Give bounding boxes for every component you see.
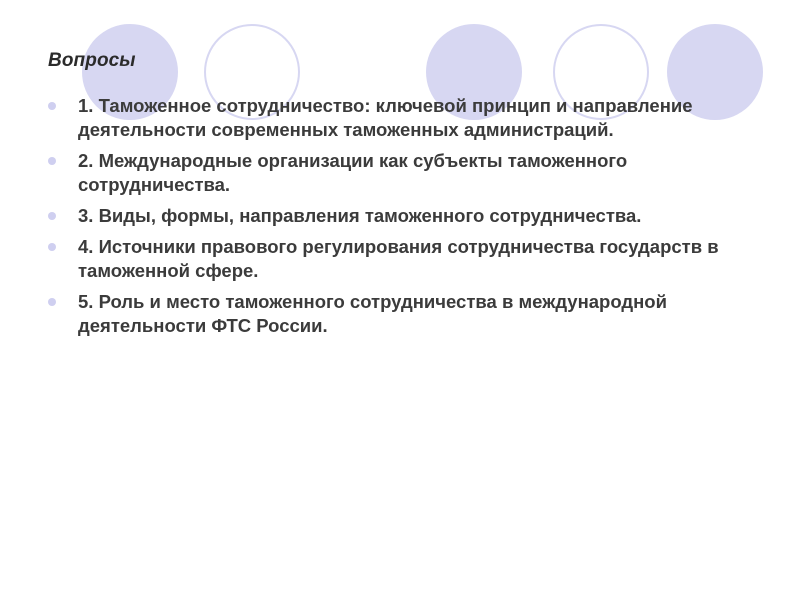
bullet-icon bbox=[48, 157, 56, 165]
list-item bbox=[48, 235, 728, 283]
list-item-text: 3. Виды, формы, направления таможенного сотрудничества. bbox=[78, 205, 642, 226]
bullet-icon bbox=[48, 102, 56, 110]
list-item-text: 4. Источники правового регулирования сотрудничества государств в таможенной сфере. bbox=[78, 236, 719, 281]
bullet-icon bbox=[48, 212, 56, 220]
list-item bbox=[48, 94, 728, 142]
list-item-text: 5. Роль и место таможенного сотрудничества в международной деятельности ФТС России. bbox=[78, 291, 667, 336]
list-item bbox=[48, 149, 728, 197]
bullet-icon bbox=[48, 243, 56, 251]
question-list bbox=[48, 94, 728, 345]
list-item bbox=[48, 290, 728, 338]
list-item-text: 1. Таможенное сотрудничество: ключевой принцип и направление деятельности современных таможенных администраций. bbox=[78, 95, 693, 140]
list-item bbox=[48, 204, 728, 228]
slide-title: Вопросы bbox=[48, 50, 136, 71]
list-item-text: 2. Международные организации как субъекты таможенного сотрудничества. bbox=[78, 150, 628, 195]
bullet-icon bbox=[48, 298, 56, 306]
